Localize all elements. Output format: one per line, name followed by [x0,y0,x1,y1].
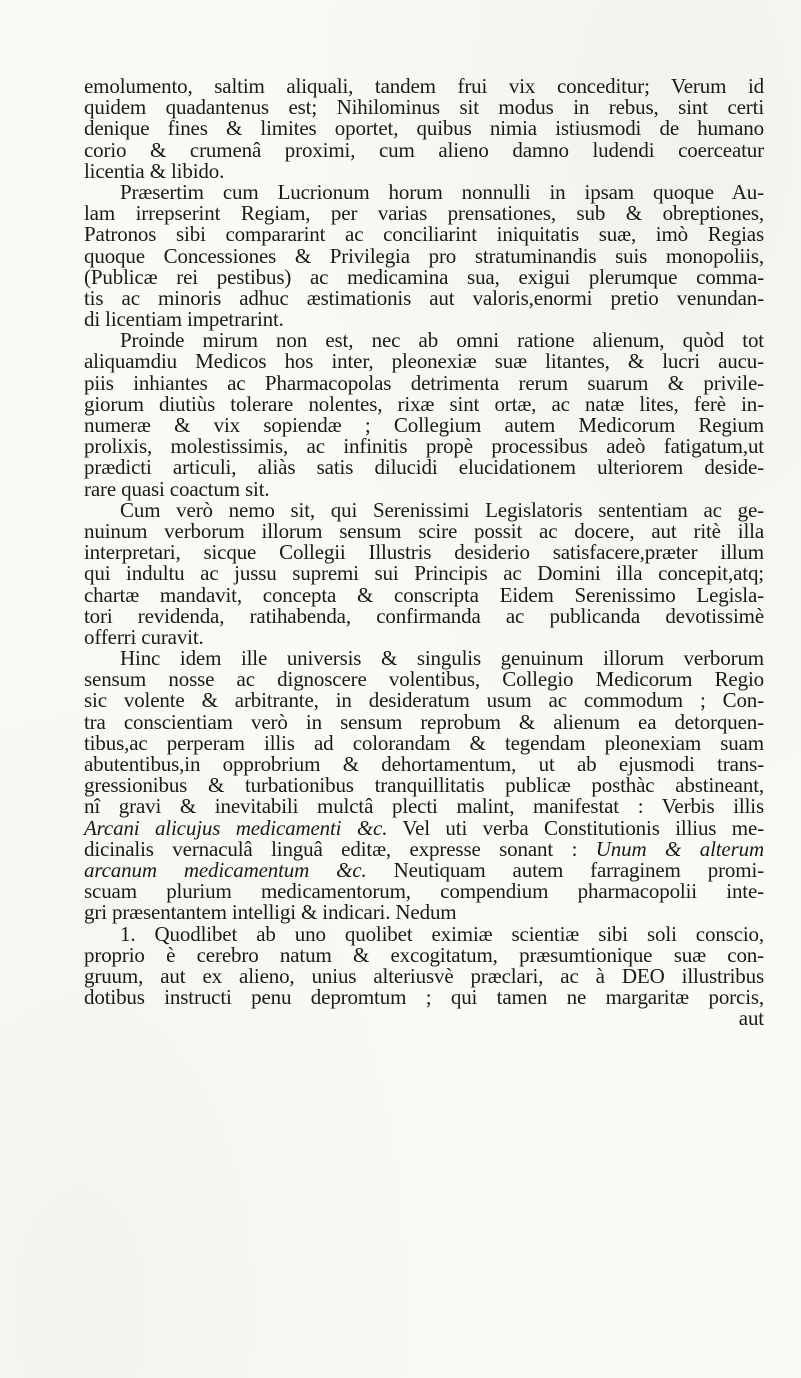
line-remainder: Vel uti verba Constitutionis illius me- [387,815,764,840]
text-line: Proinde mirum non est, nec ab omni ratione alienum, quòd tot [120,328,764,353]
italic-phrase: arcanum medicamentum &c. [84,857,367,882]
text-line: gruum, aut ex alieno, unius alteriusvè præclari, ac à DEO illustribus [84,963,764,988]
text-line: Præsertim cum Lucrionum horum nonnulli in ipsam quoque Au- [120,179,764,204]
text-line: Patronos sibi compararint ac conciliarint iniquitatis suæ, imò Regias [84,222,764,247]
text-line: quidem quadantenus est; Nihilominus sit modus in rebus, sint certi [84,95,764,120]
text-line: tori revidenda, ratihabenda, confirmanda ac publicanda devotissimè [84,603,764,628]
text-line: Cum verò nemo sit, qui Serenissimi Legislatoris sententiam ac ge- [120,497,764,522]
line-remainder: Neutiquam autem farraginem promi- [366,857,764,882]
text-line: di licentiam impetrarint. [84,307,284,332]
text-line: sic volente & arbitrante, in desideratum usum ac commodum ; Con- [84,688,764,713]
text-line: offerri curavit. [84,624,204,649]
text-line: tra conscientiam verò in sensum reprobum & alienum ea detorquen- [84,709,764,734]
text-line: corio & crumenâ proximi, cum alieno damno ludendi coerceatur [84,137,764,162]
text-line: prædicti articuli, aliàs satis dilucidi elucidationem ulteriorem deside- [84,455,764,480]
text-line [84,857,764,882]
text-line: dotibus instructi penu depromtum ; qui tamen ne margaritæ porcis, [84,985,764,1010]
text-line: lam irrepserint Regiam, per varias prensationes, sub & obreptiones, [84,201,764,226]
text-line [84,815,764,840]
text-line: emolumento, saltim aliquali, tandem frui vix conceditur; Verum id [84,74,764,98]
text-line: prolixis, molestissimis, ac infinitis propè processibus adeò fatigatum,ut [84,434,764,459]
text-line: licentia & libido. [84,158,225,183]
text-line: qui indultu ac jussu supremi sui Principis ac Domini illa concepit,atq; [84,561,764,586]
italic-phrase: Arcani alicujus medicamenti &c. [84,815,388,840]
text-line: abutentibus,in opprobrium & dehortamentum, ut ab ejusmodi trans- [84,752,764,776]
text-line: rare quasi coactum sit. [84,476,270,501]
text-line: tibus,ac perperam illis ad colorandam & tegendam pleonexiam suam [84,730,764,755]
text-line: scuam plurium medicamentorum, compendium pharmacopolii inte- [84,879,764,904]
text-line: aliquamdiu Medicos hos inter, pleonexiæ suæ litantes, & lucri aucu- [84,349,764,374]
text-line: (Publicæ rei pestibus) ac medicamina sua, exigui plerumque comma- [84,264,764,289]
text-line: chartæ mandavit, concepta & conscripta Eidem Serenissimo Legisla- [84,582,764,607]
text-line: Hinc idem ille universis & singulis genuinum illorum verborum [120,646,764,671]
text-line: quoque Concessiones & Privilegia pro stratuminandis suis monopoliis, [84,243,764,268]
text-line: proprio è cerebro natum & excogitatum, præsumtionique suæ con- [84,942,764,967]
text-line: 1. Quodlibet ab uno quolibet eximiæ scientiæ sibi soli conscio, [120,921,764,946]
text-line: denique fines & limites oportet, quibus nimia istiusmodi de humano [84,116,764,141]
text-line: tis ac minoris adhuc æstimationis aut valoris,enormi pretio venundan- [84,285,764,310]
text-line: sensum nosse ac dignoscere volentibus, Collegio Medicorum Regio [84,667,764,692]
text-line: nuinum verborum illorum sensum scire possit ac docere, aut ritè illa [84,518,764,543]
text-line: numeræ & vix sopiendæ ; Collegium autem Medicorum Regium [84,413,764,437]
line-remainder: dicinalis vernaculâ linguâ editæ, expresse sonant : [84,836,596,861]
text-line: gressionibus & turbationibus tranquillitatis publicæ posthàc abstineant, [84,773,764,798]
text-line [84,836,764,861]
text-line: nî gravi & inevitabili mulctâ plecti malint, manifestat : Verbis illis [84,794,764,819]
text-line: interpretari, sicque Collegii Illustris desiderio satisfacere,præter illum [84,540,764,565]
italic-phrase: Unum & alterum [595,836,764,861]
text-line: gri præsentantem intelligi & indicari. Nedum [84,900,457,925]
text-line: giorum diutiùs tolerare nolentes, rixæ sint ortæ, ac natæ lites, ferè in- [84,391,764,416]
catchword: aut [738,1006,764,1031]
text-line: piis inhiantes ac Pharmacopolas detrimenta rerum suarum & privile- [84,370,764,395]
latin-text-body [84,76,764,1029]
